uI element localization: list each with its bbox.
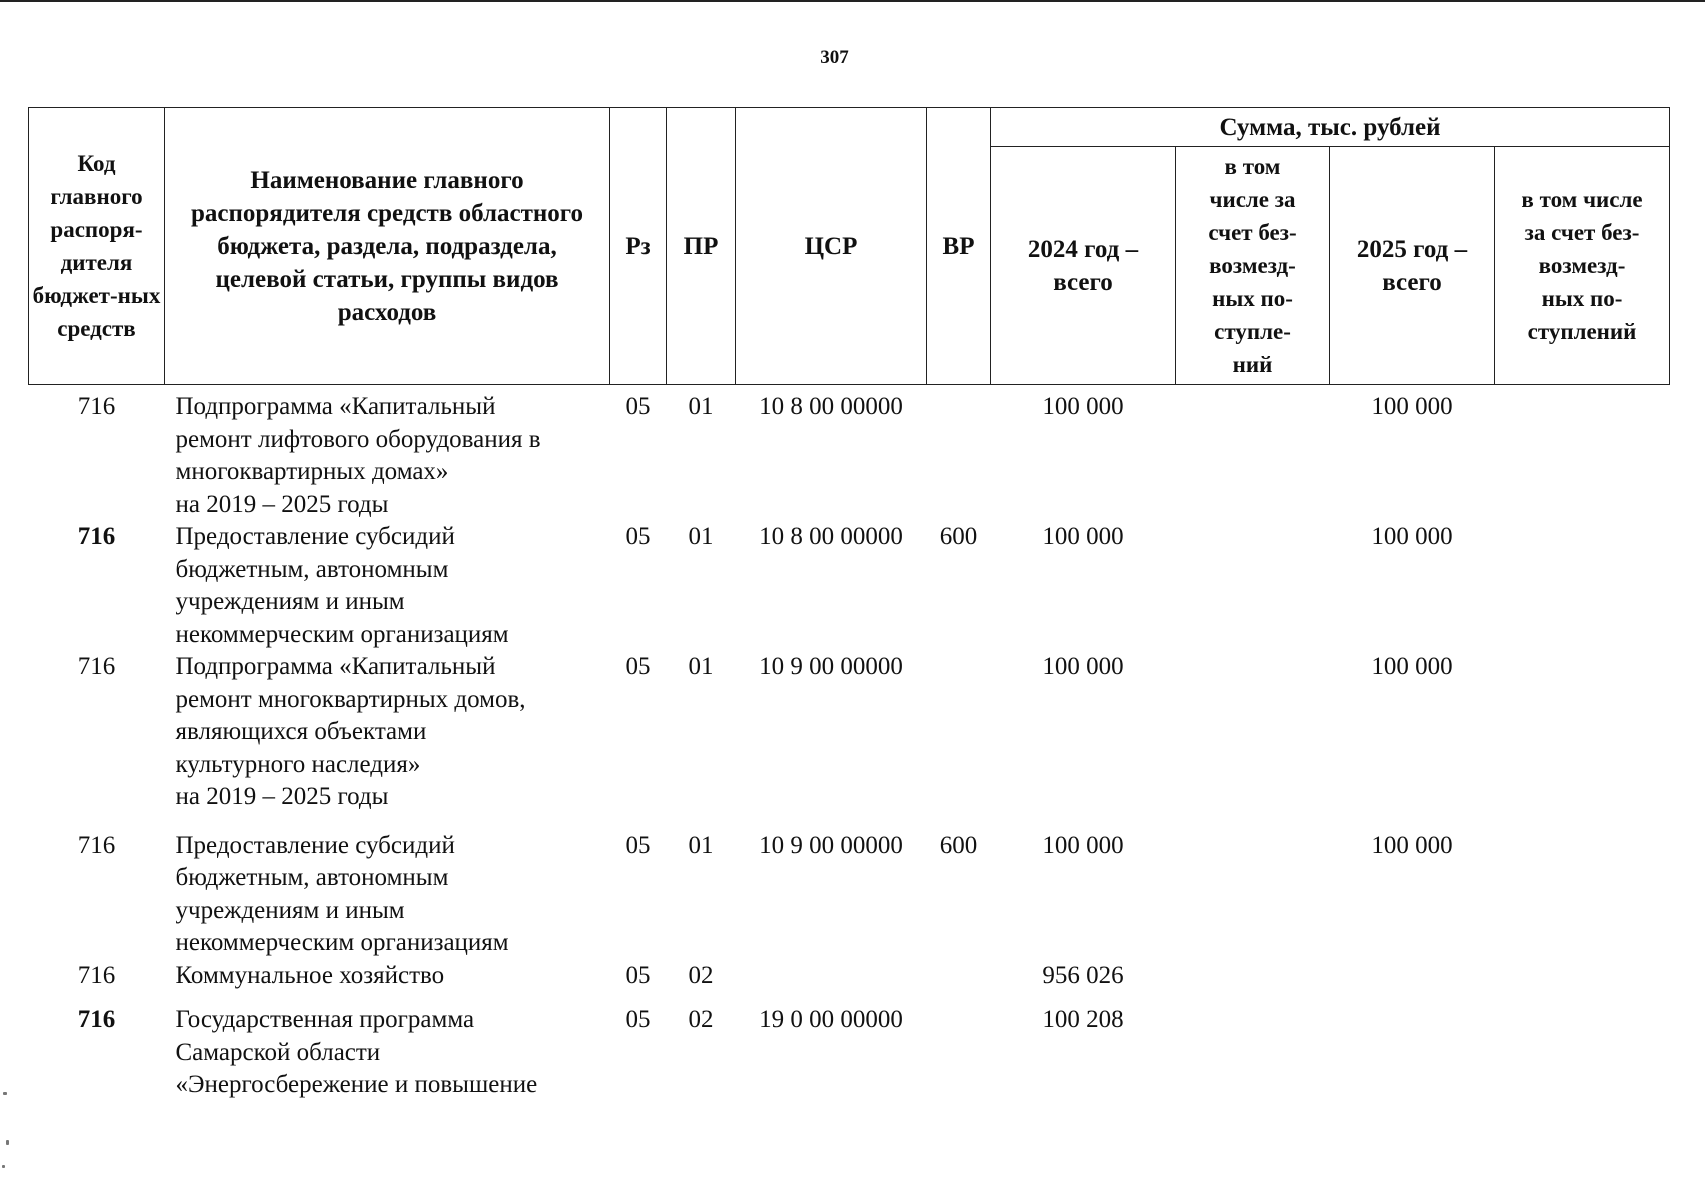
cell-rz: 05 [625,393,651,420]
cell-2024-total: 956 026 [1042,961,1124,989]
table-row [29,1004,1670,1102]
name-line: ремонт многоквартирных домов, [175,685,526,713]
cell-2025-grants [1495,521,1670,651]
cell-name [165,830,610,960]
cell-csr: 10 9 00 00000 [759,831,903,859]
cell-code: 716 [77,653,116,680]
cell-vr: 600 [939,523,978,550]
cell-vr [927,1004,991,1102]
cell-pr: 01 [688,393,714,420]
cell-2025-total: 100 000 [1371,393,1453,420]
cell-rz: 05 [625,831,651,859]
cell-pr: 02 [688,961,714,989]
cell-2024-grants [1176,1004,1330,1102]
cell-rz: 05 [625,1006,651,1033]
cell-2025-total [1330,1004,1495,1102]
cell-csr: 10 9 00 00000 [759,653,903,680]
name-line: на 2019 – 2025 годы [175,783,389,810]
cell-name [165,521,610,651]
table-body [29,385,1670,1102]
header-sum-group: Сумма, тыс. рублей [991,108,1670,147]
table-row [29,830,1670,960]
name-line: являющихся объектами [175,718,427,745]
name-line: Коммунальное хозяйство [175,961,445,989]
cell-2024-total: 100 000 [1042,393,1124,420]
cell-code: 716 [77,523,116,550]
cell-rz: 05 [625,653,651,680]
cell-2025-total [1330,960,1495,1005]
header-code: Код главного распоря-дителя бюджет-ных средств [29,108,165,385]
cell-2024-grants [1176,521,1330,651]
header-pr: ПР [667,108,736,385]
header-vr: ВР [927,108,991,385]
cell-pr: 01 [688,523,714,550]
cell-2024-total: 100 000 [1042,831,1124,859]
cell-2024-grants [1176,651,1330,830]
name-line: учреждениям и иным [175,896,405,924]
name-line: ремонт лифтового оборудования в [175,425,541,453]
cell-name [165,651,610,830]
table-row [29,521,1670,651]
cell-2025-grants [1495,830,1670,960]
scan-speck [2,1165,5,1168]
cell-name [165,385,610,522]
cell-2025-total: 100 000 [1371,523,1453,550]
header-rz: Рз [610,108,667,385]
name-line: Самарской области [175,1038,381,1066]
name-line: некоммерческим организациям [175,929,509,956]
name-line: Подпрограмма «Капитальный [175,393,496,420]
cell-csr: 10 8 00 00000 [759,393,903,420]
cell-2025-grants [1495,651,1670,830]
table-row [29,385,1670,522]
header-2025-grants: в том числе за счет без-возмезд-ных по-ступлений [1495,147,1670,385]
name-line: Государственная программа [175,1006,475,1033]
cell-pr: 02 [688,1006,714,1033]
name-line: на 2019 – 2025 годы [175,490,389,518]
name-line: бюджетным, автономным [175,555,449,583]
cell-code: 716 [77,831,116,859]
name-line: некоммерческим организациям [175,620,509,648]
cell-pr: 01 [688,653,714,680]
cell-code: 716 [77,961,116,989]
name-line: учреждениям и иным [175,588,405,615]
name-line: Предоставление субсидий [175,831,455,859]
cell-csr: 10 8 00 00000 [759,523,903,550]
cell-2024-total: 100 208 [1042,1006,1124,1033]
cell-vr [927,960,991,1005]
page-number: 307 [820,47,849,68]
cell-code: 716 [77,1006,116,1033]
cell-csr: 19 0 00 00000 [759,1006,903,1033]
budget-table [28,107,1670,1102]
cell-2024-grants [1176,960,1330,1005]
table-row [29,651,1670,830]
cell-name [165,1004,610,1102]
cell-2025-total: 100 000 [1371,653,1453,680]
cell-vr [927,651,991,830]
header-2024-grants: в том числе за счет без-возмезд-ных по-ступле-ний [1176,147,1330,385]
cell-pr: 01 [688,831,714,859]
cell-name [165,960,610,1005]
cell-csr [736,960,927,1005]
cell-rz: 05 [625,961,651,989]
table-header [29,108,1670,385]
scan-speck [3,1092,7,1095]
cell-code: 716 [77,393,116,420]
header-2025-total: 2025 год – всего [1330,147,1495,385]
cell-2025-grants [1495,1004,1670,1102]
name-line: Предоставление субсидий [175,523,455,550]
header-csr: ЦСР [736,108,927,385]
cell-2024-total: 100 000 [1042,523,1124,550]
cell-2024-grants [1176,830,1330,960]
cell-2025-grants [1495,385,1670,522]
header-2024-total: 2024 год – всего [991,147,1176,385]
cell-vr [927,385,991,522]
name-line: бюджетным, автономным [175,864,449,891]
cell-rz: 05 [625,523,651,550]
header-name: Наименование главного распорядителя средств областного бюджета, раздела, подраздела, целевой статьи, группы видов расходов [165,108,610,385]
cell-2024-total: 100 000 [1042,653,1124,680]
cell-vr: 600 [939,831,978,859]
name-line: Подпрограмма «Капитальный [175,653,496,680]
table-row [29,960,1670,1005]
cell-2024-grants [1176,385,1330,522]
scan-speck [6,1140,9,1145]
name-line: «Энергосбережение и повышение [175,1071,538,1098]
cell-2025-grants [1495,960,1670,1005]
top-scan-rule [0,0,1705,2]
name-line: культурного наследия» [175,750,421,778]
cell-2025-total: 100 000 [1371,831,1453,859]
name-line: многоквартирных домах» [175,458,449,485]
